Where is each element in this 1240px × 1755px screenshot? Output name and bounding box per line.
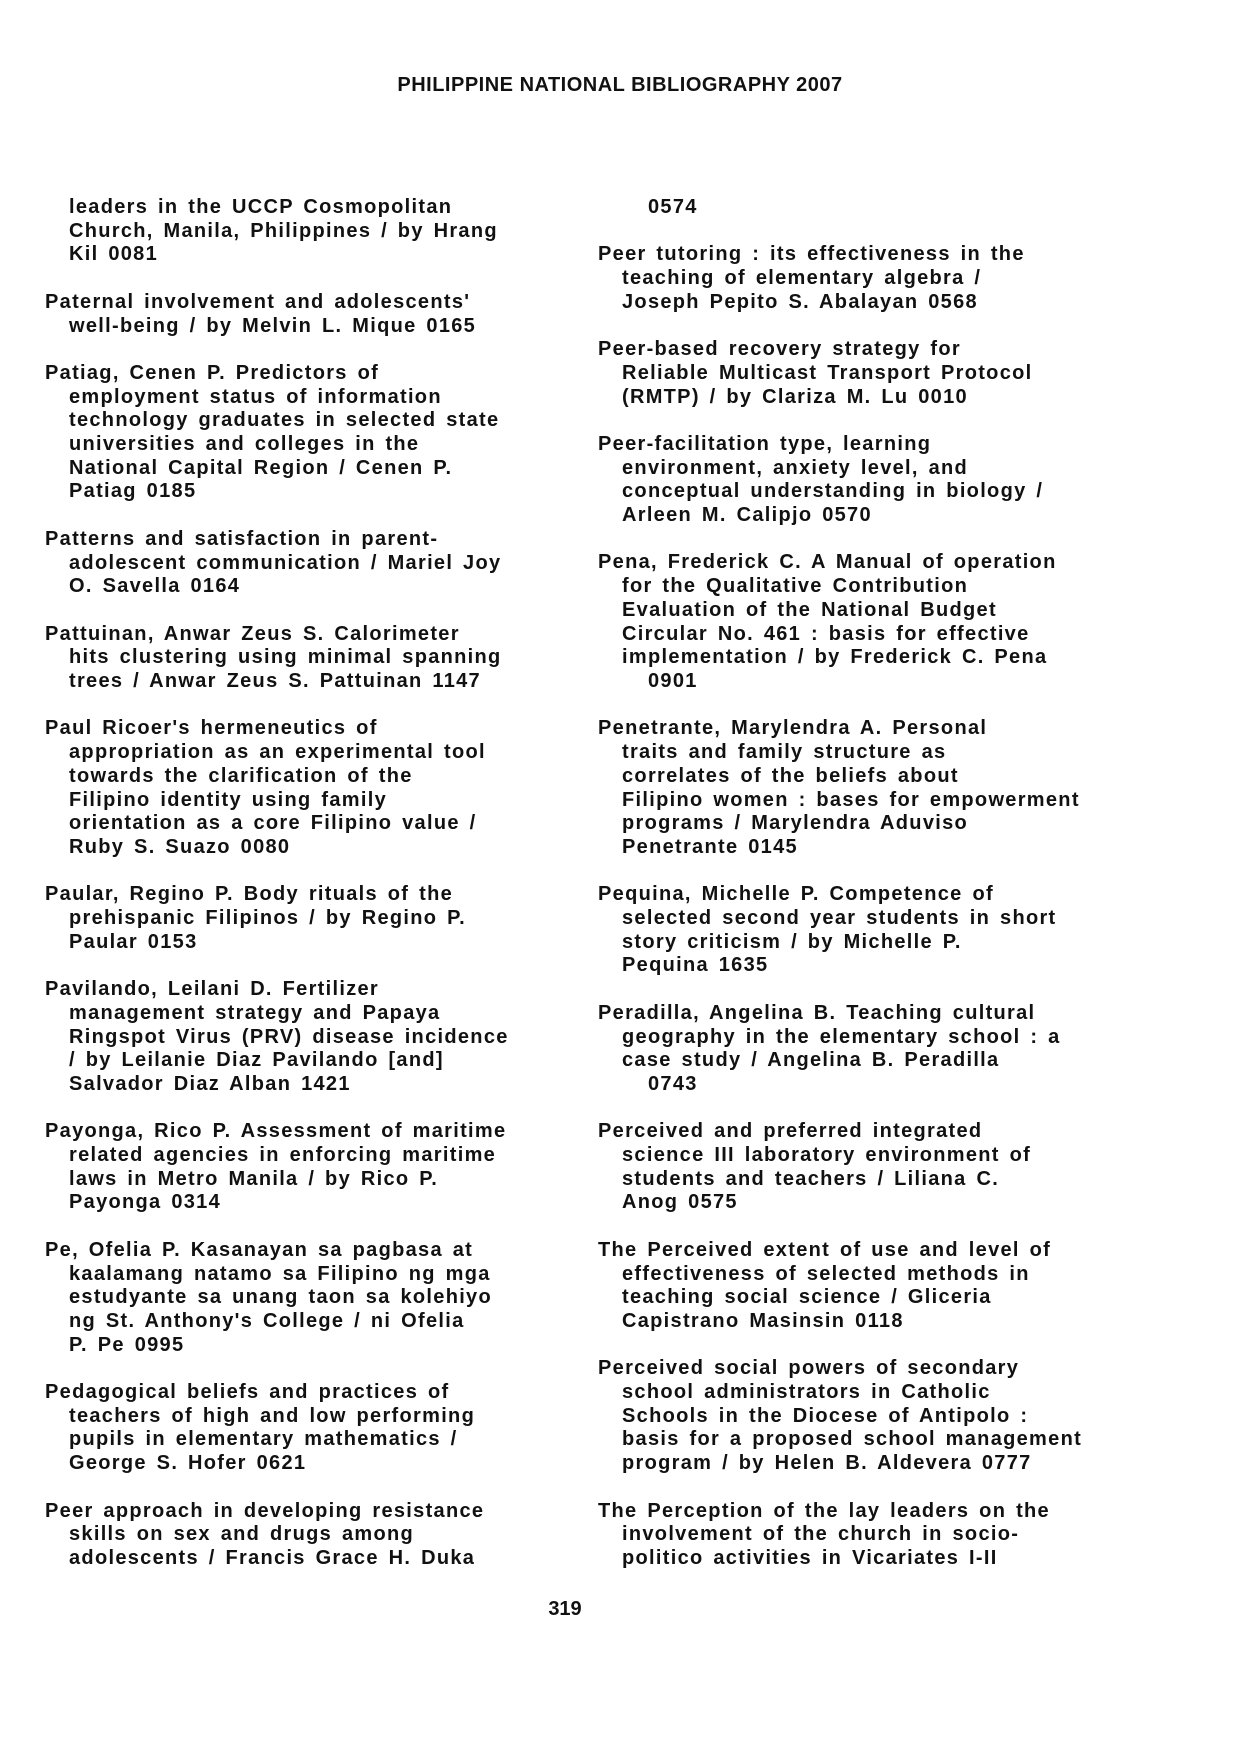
entry-line: Arleen M. Calipjo 0570 xyxy=(622,504,872,527)
entry-line: Filipino women : bases for empowerment xyxy=(622,788,1080,811)
entry-line: students and teachers / Liliana C. xyxy=(622,1167,1000,1190)
entry-line: adolescent communication / Mariel Joy xyxy=(69,551,502,574)
entry-line: programs / Marylendra Aduviso xyxy=(622,812,969,835)
bibliography-entry xyxy=(598,1120,1138,1215)
entry-line: correlates of the beliefs about xyxy=(622,764,959,787)
entry-line: adolescents / Francis Grace H. Duka xyxy=(69,1546,476,1569)
entry-line: trees / Anwar Zeus S. Pattuinan 1147 xyxy=(69,670,481,692)
entry-line: Pequina, Michelle P. Competence of xyxy=(598,883,994,906)
entry-line: kaalamang natamo sa Filipino ng mga xyxy=(69,1262,491,1285)
bibliography-entry xyxy=(45,623,585,694)
entry-line: / by Leilanie Diaz Pavilando [and] xyxy=(69,1049,444,1072)
page-number: 319 xyxy=(548,1598,582,1620)
entry-line: Filipino identity using family xyxy=(69,788,388,811)
right-column xyxy=(598,196,1138,1594)
bibliography-entry xyxy=(45,291,585,338)
bibliography-entry xyxy=(45,1239,585,1358)
entry-line: teaching of elementary algebra / xyxy=(622,267,982,290)
entry-line: implementation / by Frederick C. Pena xyxy=(622,646,1048,669)
bibliography-entry xyxy=(598,243,1138,314)
entry-line: Pena, Frederick C. A Manual of operation xyxy=(598,551,1057,574)
bibliography-entry xyxy=(45,883,585,954)
entry-line: orientation as a core Filipino value / xyxy=(69,812,477,835)
entry-line: related agencies in enforcing maritime xyxy=(69,1144,497,1166)
bibliography-entry xyxy=(598,1239,1138,1334)
entry-line: Patterns and satisfaction in parent- xyxy=(45,527,439,550)
entry-line: politico activities in Vicariates I-II xyxy=(622,1546,998,1569)
entry-line: George S. Hofer 0621 xyxy=(69,1452,307,1475)
entry-line: Pattuinan, Anwar Zeus S. Calorimeter xyxy=(45,622,460,645)
entry-line: appropriation as an experimental tool xyxy=(69,741,486,764)
entry-line: Peer-based recovery strategy for xyxy=(598,338,961,361)
entry-line: environment, anxiety level, and xyxy=(622,456,969,479)
entry-line: Perceived social powers of secondary xyxy=(598,1357,1020,1380)
entry-line: case study / Angelina B. Peradilla xyxy=(622,1049,1000,1072)
entry-line: 0901 xyxy=(648,670,698,692)
entry-line: Ruby S. Suazo 0080 xyxy=(69,835,291,858)
entry-line: program / by Helen B. Aldevera 0777 xyxy=(622,1452,1032,1475)
bibliography-entry xyxy=(45,1500,585,1571)
entry-line: Patiag, Cenen P. Predictors of xyxy=(45,361,380,384)
bibliography-entry xyxy=(598,196,1138,220)
entry-line: conceptual understanding in biology / xyxy=(622,480,1044,503)
entry-line: O. Savella 0164 xyxy=(69,575,241,598)
entry-line: skills on sex and drugs among xyxy=(69,1523,414,1546)
entry-line: The Perception of the lay leaders on the xyxy=(598,1499,1050,1522)
entry-line: hits clustering using minimal spanning xyxy=(69,646,502,669)
entry-line: management strategy and Papaya xyxy=(69,1001,441,1024)
entry-line: Peer-facilitation type, learning xyxy=(598,432,932,455)
bibliography-entry xyxy=(45,717,585,859)
entry-line: geography in the elementary school : a xyxy=(622,1025,1061,1048)
bibliography-entry xyxy=(598,1357,1138,1476)
entry-line: Kil 0081 xyxy=(69,243,159,266)
entry-line: ng St. Anthony's College / ni Ofelia xyxy=(69,1309,465,1332)
entry-line: (RMTP) / by Clariza M. Lu 0010 xyxy=(622,385,968,408)
entry-line: Patiag 0185 xyxy=(69,480,197,503)
left-column xyxy=(45,196,585,1594)
entry-line: Salvador Diaz Alban 1421 xyxy=(69,1072,351,1095)
bibliography-entry xyxy=(598,883,1138,978)
entry-line: prehispanic Filipinos / by Regino P. xyxy=(69,907,467,929)
bibliography-entry xyxy=(45,978,585,1097)
bibliography-entry xyxy=(598,1500,1138,1571)
entry-line: laws in Metro Manila / by Rico P. xyxy=(69,1167,439,1190)
entry-line: National Capital Region / Cenen P. xyxy=(69,456,453,479)
bibliography-entry xyxy=(598,551,1138,693)
entry-line: Circular No. 461 : basis for effective xyxy=(622,622,1030,645)
entry-line: Peer tutoring : its effectiveness in the xyxy=(598,243,1025,266)
entry-line: for the Qualitative Contribution xyxy=(622,575,969,598)
entry-line: Ringspot Virus (PRV) disease incidence xyxy=(69,1025,509,1048)
entry-line: involvement of the church in socio- xyxy=(622,1523,1020,1546)
entry-line: Penetrante 0145 xyxy=(622,835,798,858)
entry-line: estudyante sa unang taon sa kolehiyo xyxy=(69,1286,493,1309)
bibliography-entry xyxy=(45,1381,585,1476)
entry-line: Capistrano Masinsin 0118 xyxy=(622,1309,904,1332)
entry-line: technology graduates in selected state xyxy=(69,409,500,432)
entry-line: Pe, Ofelia P. Kasanayan sa pagbasa at xyxy=(45,1238,474,1261)
entry-line: 0574 xyxy=(648,196,698,218)
bibliography-entry xyxy=(45,196,585,267)
bibliography-entry xyxy=(45,1120,585,1215)
entry-line: teachers of high and low performing xyxy=(69,1404,476,1427)
entry-line: The Perceived extent of use and level of xyxy=(598,1238,1052,1261)
entry-line: teaching social science / Gliceria xyxy=(622,1286,992,1309)
entry-line: Peradilla, Angelina B. Teaching cultural xyxy=(598,1001,1036,1024)
entry-line: Anog 0575 xyxy=(622,1191,738,1214)
bibliography-entry xyxy=(45,362,585,504)
entry-line: Paul Ricoer's hermeneutics of xyxy=(45,717,378,740)
entry-line: story criticism / by Michelle P. xyxy=(622,930,962,953)
entry-line: effectiveness of selected methods in xyxy=(622,1262,1030,1285)
entry-line: universities and colleges in the xyxy=(69,433,420,455)
entry-line: 0743 xyxy=(648,1072,698,1095)
entry-line: Schools in the Diocese of Antipolo : xyxy=(622,1404,1029,1427)
entry-line: Reliable Multicast Transport Protocol xyxy=(622,361,1033,384)
bibliography-entry xyxy=(598,717,1138,859)
entry-line: Evaluation of the National Budget xyxy=(622,598,997,621)
entry-line: pupils in elementary mathematics / xyxy=(69,1428,458,1451)
bibliography-entry xyxy=(598,338,1138,409)
entry-line: Pedagogical beliefs and practices of xyxy=(45,1381,450,1403)
entry-line: science III laboratory environment of xyxy=(622,1144,1032,1166)
bibliography-entry xyxy=(45,528,585,599)
running-head: PHILIPPINE NATIONAL BIBLIOGRAPHY 2007 xyxy=(397,74,843,96)
entry-line: leaders in the UCCP Cosmopolitan xyxy=(69,196,453,218)
entry-line: Paternal involvement and adolescents' xyxy=(45,290,471,313)
entry-line: Perceived and preferred integrated xyxy=(598,1120,983,1143)
bibliography-entry xyxy=(598,1002,1138,1097)
entry-line: Church, Manila, Philippines / by Hrang xyxy=(69,219,498,242)
entry-line: Payonga 0314 xyxy=(69,1191,222,1214)
entry-line: towards the clarification of the xyxy=(69,764,413,787)
entry-line: Paular, Regino P. Body rituals of the xyxy=(45,883,454,906)
entry-line: Paular 0153 xyxy=(69,930,198,953)
entry-line: traits and family structure as xyxy=(622,741,947,764)
entry-line: Peer approach in developing resistance xyxy=(45,1499,485,1522)
entry-line: Pavilando, Leilani D. Fertilizer xyxy=(45,978,380,1001)
entry-line: basis for a proposed school management xyxy=(622,1428,1083,1451)
entry-line: Pequina 1635 xyxy=(622,954,769,977)
bibliography-entry xyxy=(598,433,1138,528)
entry-line: well-being / by Melvin L. Mique 0165 xyxy=(69,314,477,337)
entry-line: P. Pe 0995 xyxy=(69,1333,185,1356)
entry-line: employment status of information xyxy=(69,385,442,408)
entry-line: school administrators in Catholic xyxy=(622,1381,991,1403)
entry-line: Payonga, Rico P. Assessment of maritime xyxy=(45,1120,507,1143)
entry-line: selected second year students in short xyxy=(622,907,1057,929)
entry-line: Joseph Pepito S. Abalayan 0568 xyxy=(622,290,978,313)
entry-line: Penetrante, Marylendra A. Personal xyxy=(598,717,988,740)
